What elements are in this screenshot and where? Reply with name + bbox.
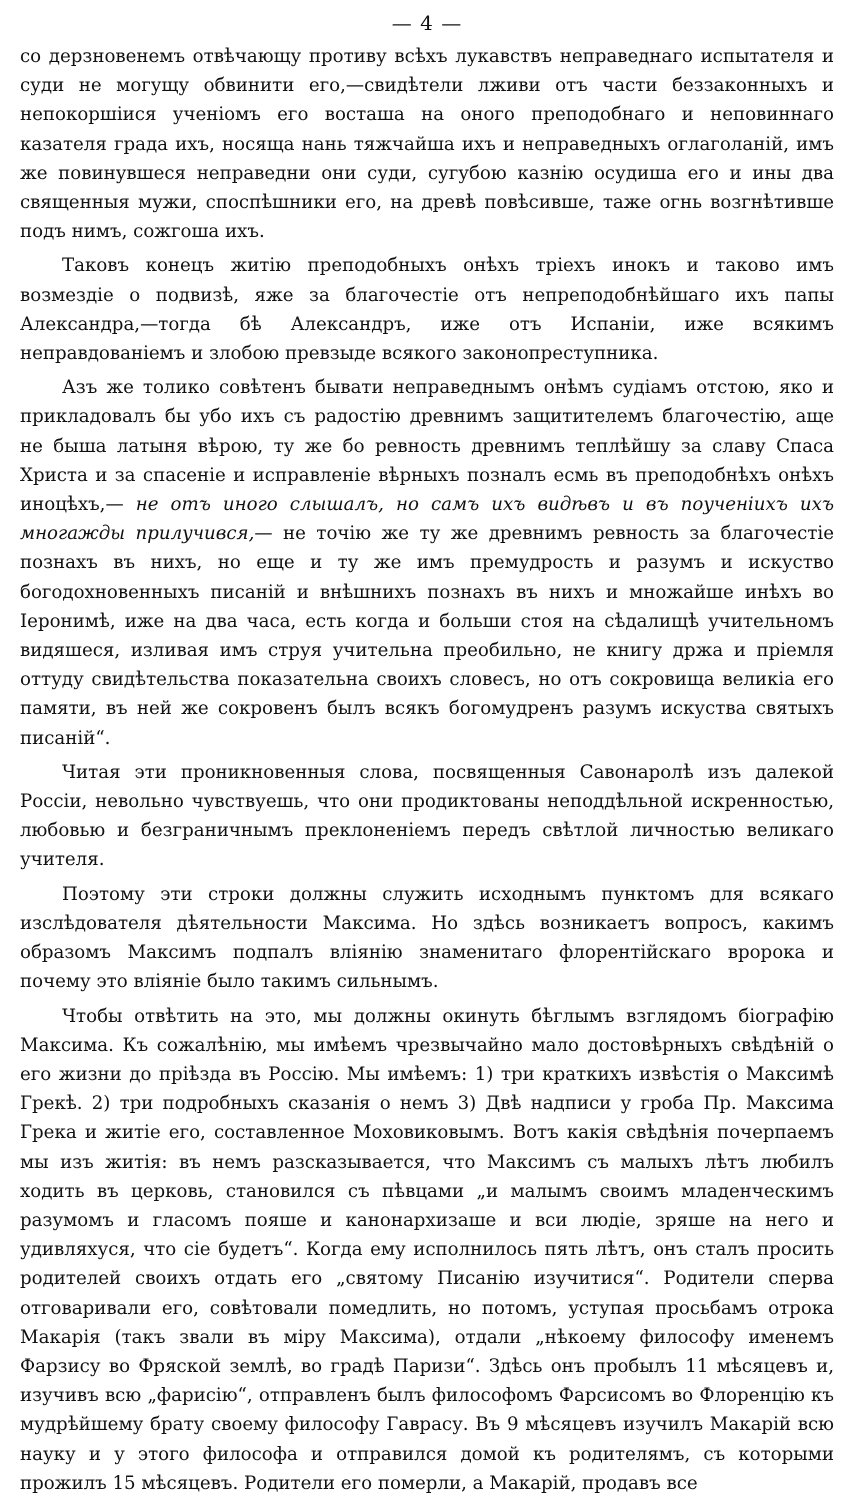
text-segment: Азъ же толико совѣтенъ бывати неправеднымъ онѣмъ судiамъ отстою, яко и прикладовалъ бы убо ихъ съ радостiю древнимъ защитителемъ благочестiю, аще не быша латыня вѣрою, ту же бо ревность древнимъ теплѣйшу за славу Спаса Христа и за спасенiе и исправленiе вѣрныхъ позналъ есмь въ преподобнѣхъ онѣхъ иноцѣхъ,— bbox=[20, 377, 834, 516]
paragraph bbox=[20, 758, 834, 875]
page-number: — 4 — bbox=[391, 11, 463, 35]
paragraph bbox=[20, 373, 834, 753]
italic-text-segment: не отъ иного слышалъ, но самъ ихъ видѣвъ и въ поученiихъ ихъ многажды прилучився, bbox=[20, 494, 835, 545]
body-text bbox=[20, 42, 834, 1498]
text-segment: со дерзновенемъ отвѣчающу противу всѣхъ лукавствъ неправеднаго испытателя и суди не могущу обвинити его,—свидѣтели лживи отъ части беззаконныхъ и непокоршiися ученiомъ его восташа на оного преподобнаго и неповиннаго казателя града ихъ, носяща нань тяжчайша ихъ и неправедныхъ оглаголанiй, имъ же повинувшеся неправедни они суди, сугубою казнiю осудиша его и ины два священныя мужи, споспѣшники его, на древѣ повѣсивше, таже огнь возгнѣтивше подъ нимъ, сожгоша ихъ. bbox=[20, 46, 834, 243]
text-segment: Поэтому эти строки должны служить исходнымъ пунктомъ для всякаго изслѣдователя дѣятельности Максима. Но здѣсь возникаетъ вопросъ, какимъ образомъ Максимъ подпалъ влiянiю знаменитаго флорентiйскаго вророка и почему это влiянiе было такимъ сильнымъ. bbox=[20, 883, 834, 993]
text-segment: Таковъ конецъ житiю преподобныхъ онѣхъ трiехъ инокъ и таково имъ возмездiе о подвизѣ, яже за благочестiе отъ непреподобнѣйшаго ихъ папы Александра,—тогда бѣ Александръ, иже отъ Испанiи, иже всякимъ неправдованiемъ и злобою превзыде всякого законопреступника. bbox=[20, 255, 834, 365]
paragraph bbox=[20, 251, 834, 368]
text-segment: — не точiю же ту же древнимъ ревность за благочестiе познахъ въ нихъ, но еще и ту же имъ премудрость и разумъ и искуство богодохновенныхъ писанiй и внѣшнихъ познахъ въ нихъ и множайше инѣхъ во Iеронимѣ, иже на два часа, есть когда и больши стоя на сѣдалищѣ учительномъ видяшеся, изливая имъ струя учительна преобильно, не книгу држа и прiемля оттуду свидѣтельства показательна своихъ словесъ, но отъ сокровища великiа его памяти, въ ней же сокровенъ былъ всякъ богомудренъ разумъ искуства святыхъ писанiй“. bbox=[20, 523, 834, 749]
text-segment: Читая эти проникновенныя слова, посвященныя Савонаролѣ изъ далекой Россiи, невольно чувствуешь, что они продиктованы неподдѣльной искренностью, любовью и безграничнымъ преклоненiемъ передъ свѣтлой личностью великаго учителя. bbox=[20, 761, 834, 871]
paragraph bbox=[20, 880, 834, 997]
paragraph bbox=[20, 42, 834, 246]
paragraph bbox=[20, 1002, 834, 1498]
text-segment: Чтобы отвѣтить на это, мы должны окинуть бѣглымъ взглядомъ бiографiю Максима. Къ сожалѣнiю, мы имѣемъ чрезвычайно мало достовѣрныхъ свѣдѣнiй о его жизни до прiѣзда въ Россiю. Мы имѣемъ: 1) три краткихъ извѣстiя о Максимѣ Грекѣ. 2) три подробныхъ сказанiя о немъ 3) Двѣ надписи у гроба Пр. Максима Грека и житiе его, составленное Моховиковымъ. Вотъ какiя свѣдѣнiя почерпаемъ мы изъ житiя: въ немъ разсказывается, что Максимъ съ малыхъ лѣтъ любилъ ходить въ церковь, становился съ пѣвцами „и малымъ своимъ младенческимъ разумомъ и гласомъ пояше и канонархизаше и вси людiе, зряше на него и удивляхуся, что сiе будетъ“. Когда ему исполнилось пять лѣтъ, онъ сталъ просить родителей своихъ отдать его „святому Писанiю изучитися“. Родители сперва отговаривали его, совѣтовали помедлить, но потомъ, уступая просьбамъ отрока Макарiя (такъ звали въ мiру Максима), отдали „нѣкоему философу именемъ Фарзису во Фряской землѣ, во градѣ Паризи“. Здѣсь онъ пробылъ 11 мѣсяцевъ и, изучивъ всю „фарисiю“, отправленъ былъ философомъ Фарсисомъ во Флоренцiю къ мудрѣйшему брату своему философу Гаврасу. Въ 9 мѣсяцевъ изучилъ Макарiй всю науку и у этого философа и отправился домой къ родителямъ, съ которыми прожилъ 15 мѣсяцевъ. Родители его померли, а Макарiй, продавъ все bbox=[20, 1005, 834, 1494]
